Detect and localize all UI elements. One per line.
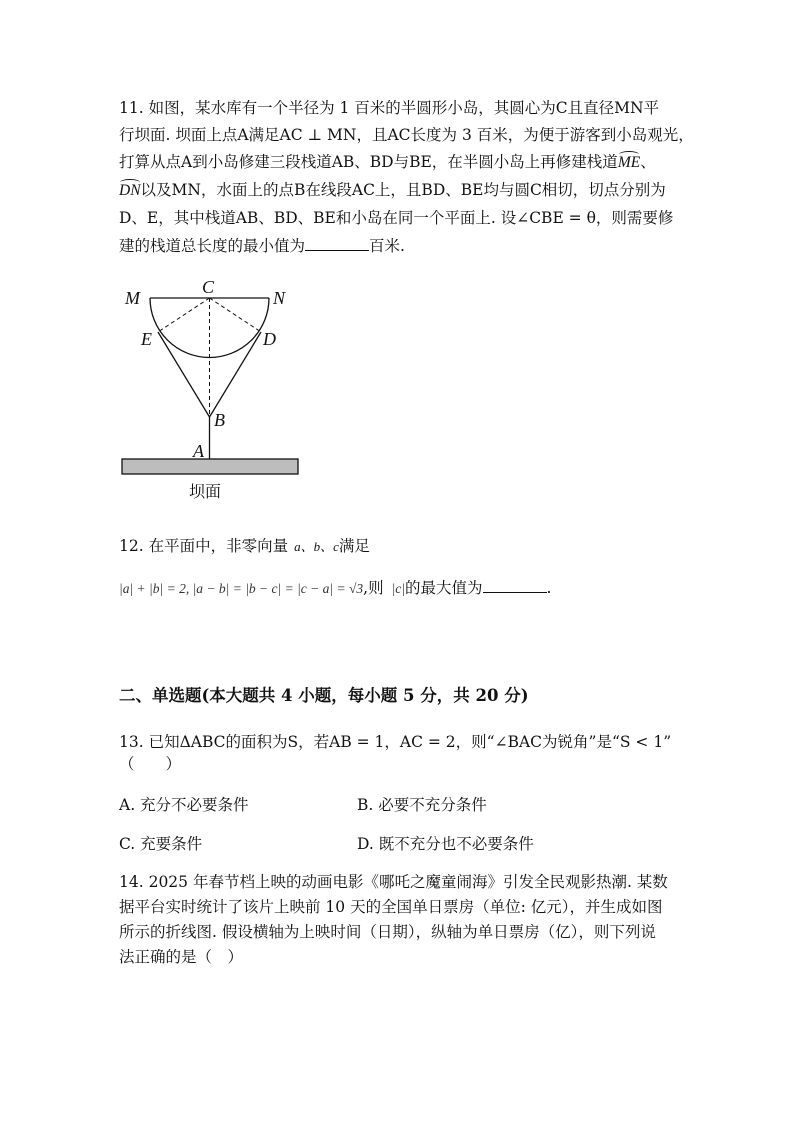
q11-line-3-text: 打算从点A到小岛修建三段栈道AB、BD与BE，在半圆小岛上再修建栈道 bbox=[119, 153, 618, 171]
dashed-cd bbox=[210, 298, 262, 332]
q11-line-4 bbox=[119, 180, 666, 201]
section-2-heading: 二、单选题(本大题共 4 小题，每小题 5 分，共 20 分) bbox=[119, 686, 529, 705]
q11-figure bbox=[110, 272, 310, 507]
label-b: B bbox=[214, 410, 225, 430]
q11-line-6b: 百米. bbox=[369, 237, 405, 255]
q11-line-5: D、E，其中栈道AB、BD、BE和小岛在同一个平面上. 设∠CBE = θ，则需要修 bbox=[119, 209, 674, 227]
q12-answer-blank[interactable] bbox=[483, 578, 547, 593]
q12-line-2-mid: ,则 bbox=[363, 579, 384, 597]
label-dam: 坝面 bbox=[189, 482, 222, 501]
q12-line-1-text: 12. 在平面中，非零向量 bbox=[119, 537, 289, 555]
arc-me bbox=[618, 153, 640, 173]
dam-rect bbox=[122, 459, 298, 474]
arc-dn-text: DN bbox=[119, 182, 141, 199]
segment-bd bbox=[210, 332, 262, 417]
q11-line-3 bbox=[119, 152, 656, 173]
q12-line-2-end: 的最大值为 bbox=[405, 579, 483, 597]
q13-option-d[interactable]: D. 既不充分也不必要条件 bbox=[357, 835, 534, 853]
q14-line-2: 据平台实时统计了该片上映前 10 天的全国单日票房（单位: 亿元），并生成如图 bbox=[119, 898, 663, 916]
q12-abs-c: |c| bbox=[391, 581, 405, 596]
q11-line-6a: 建的栈道总长度的最小值为 bbox=[119, 237, 306, 255]
arc-me-text: ME bbox=[617, 154, 641, 171]
q12-vectors: a、b、c bbox=[294, 539, 339, 554]
q13-paren: （ ） bbox=[119, 755, 182, 773]
q11-line-4-text: 以及MN，水面上的点B在线段AC上，且BD、BE均与圆C相切，切点分别为 bbox=[140, 181, 666, 199]
arc-dn bbox=[119, 181, 141, 201]
q13-option-c[interactable]: C. 充要条件 bbox=[119, 835, 203, 853]
label-c: C bbox=[202, 277, 215, 297]
q14-line-1: 14. 2025 年春节档上映的动画电影《哪吒之魔童闹海》引发全民观影热潮. 某数 bbox=[119, 873, 668, 891]
arc-me-mark bbox=[619, 151, 639, 158]
q13-option-a[interactable]: A. 充分不必要条件 bbox=[119, 796, 249, 814]
label-m: M bbox=[125, 288, 140, 308]
q13-option-b[interactable]: B. 必要不充分条件 bbox=[357, 796, 487, 814]
label-a: A bbox=[193, 441, 204, 461]
dashed-ce bbox=[158, 298, 210, 332]
q12-line-1-end: 满足 bbox=[338, 537, 370, 555]
q11-line-3-end: 、 bbox=[640, 153, 656, 171]
q11-line-1: 11. 如图，某水库有一个半径为 1 百米的半圆形小岛，其圆心为C且直径MN平 bbox=[119, 99, 660, 117]
q12-period: . bbox=[546, 579, 552, 597]
arc-dn-mark bbox=[120, 179, 140, 186]
label-n: N bbox=[273, 288, 286, 308]
q12-line-2 bbox=[119, 578, 551, 599]
label-e: E bbox=[141, 329, 152, 349]
q12-line-1 bbox=[119, 536, 370, 557]
q11-line-2: 行坝面. 坝面上点A满足AC ⊥ MN，且AC长度为 3 百米，为便于游客到小岛观光， bbox=[119, 126, 694, 144]
q13-line-1: 13. 已知ΔABC的面积为S，若AB = 1，AC = 2，则“∠BAC为锐角”是“S < 1” bbox=[119, 733, 672, 751]
q14-line-4: 法正确的是（ ） bbox=[119, 948, 244, 966]
q12-formula: |a| + |b| = 2, |a − b| = |b − c| = |c − a| = √3 bbox=[119, 581, 364, 596]
label-d: D bbox=[263, 329, 276, 349]
q14-line-3: 所示的折线图. 假设横轴为上映时间（日期），纵轴为单日票房（亿），则下列说 bbox=[119, 923, 656, 941]
segment-be bbox=[158, 332, 210, 417]
q11-line-6 bbox=[119, 236, 405, 256]
q11-answer-blank[interactable] bbox=[305, 236, 369, 251]
